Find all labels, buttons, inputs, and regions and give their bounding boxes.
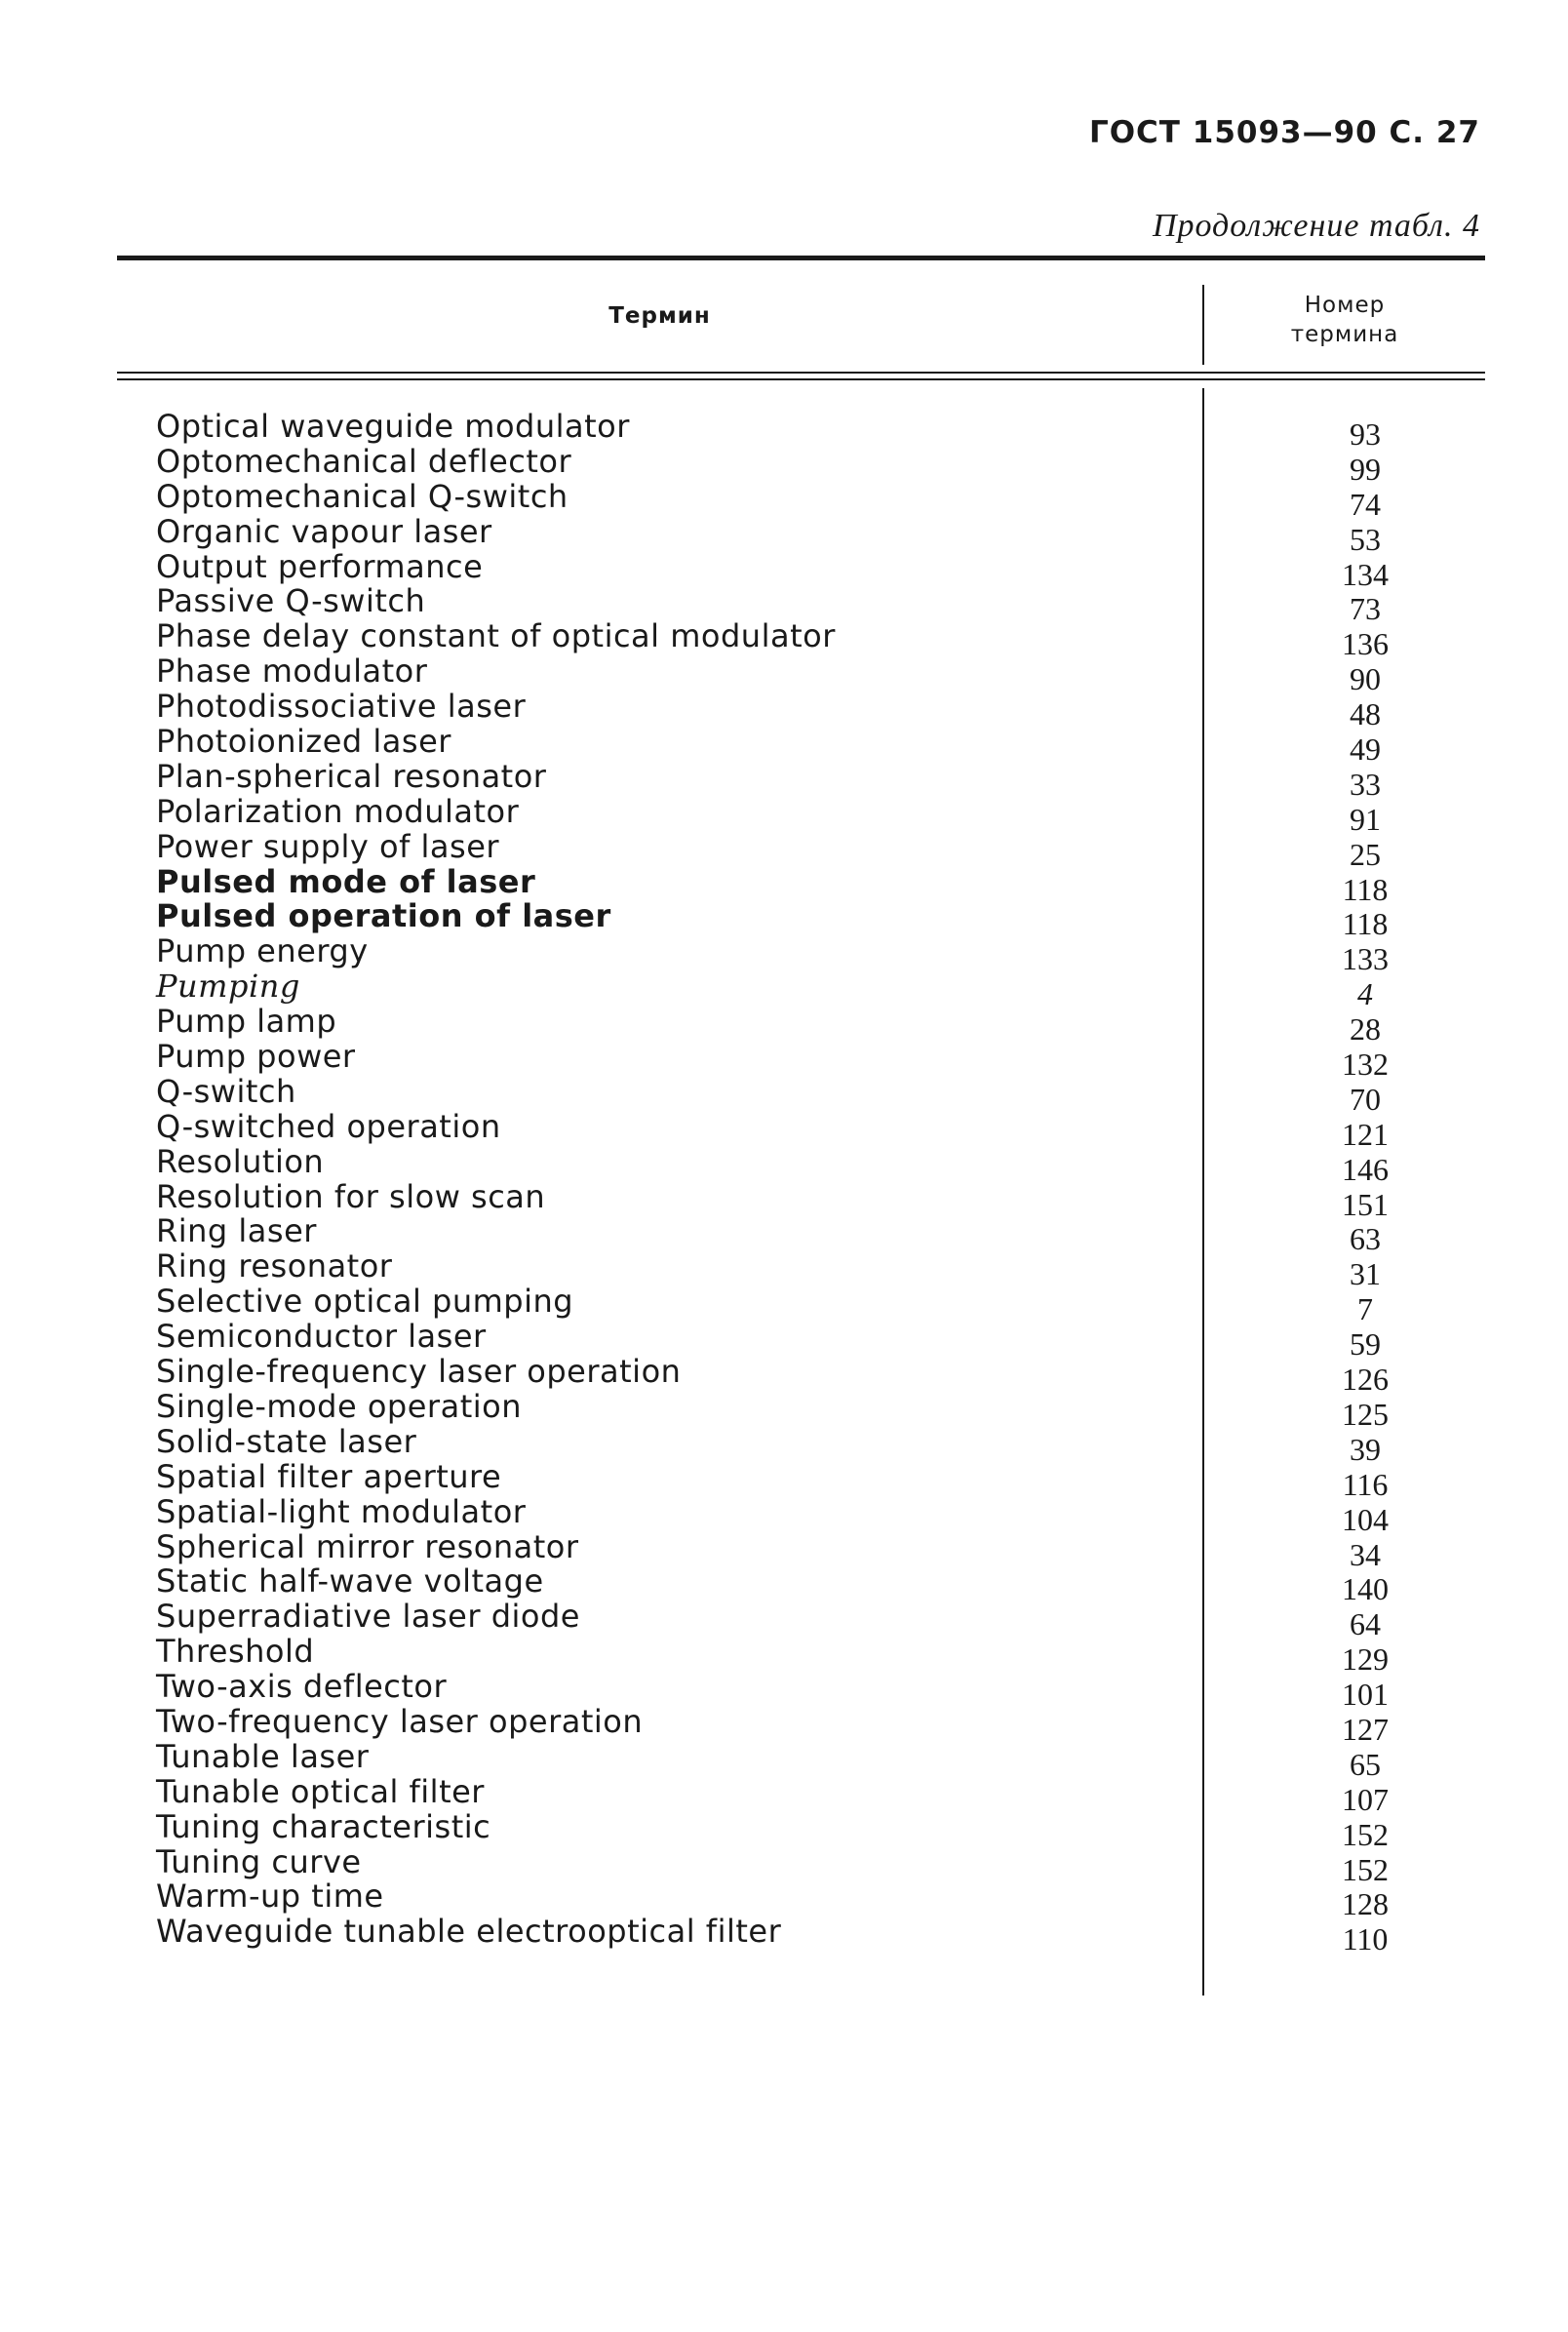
term-number: 128 bbox=[1342, 1886, 1389, 1922]
term-row: Pulsed mode of laser bbox=[156, 862, 536, 900]
header-bottom-rule-double bbox=[117, 378, 1485, 380]
term-number: 104 bbox=[1342, 1501, 1389, 1537]
term-number: 126 bbox=[1342, 1362, 1389, 1398]
term-number: 116 bbox=[1342, 1466, 1389, 1502]
term-row: Optical waveguide modulator bbox=[156, 408, 630, 445]
column-header-term: Термин bbox=[608, 303, 711, 329]
term-number: 152 bbox=[1342, 1816, 1389, 1852]
term-number: 101 bbox=[1342, 1677, 1389, 1713]
table-continuation-label: Продолжение табл. 4 bbox=[1152, 208, 1480, 244]
term-number: 99 bbox=[1350, 451, 1381, 487]
term-row: Warm-up time bbox=[156, 1877, 384, 1916]
term-number: 125 bbox=[1342, 1396, 1389, 1432]
term-list bbox=[156, 410, 1190, 1950]
term-number: 110 bbox=[1342, 1921, 1389, 1957]
term-row: Tuning characteristic bbox=[156, 1807, 491, 1845]
term-number: 93 bbox=[1350, 416, 1381, 452]
term-row: Two-axis deflector bbox=[156, 1668, 448, 1706]
term-number: 70 bbox=[1350, 1081, 1381, 1117]
term-row: Polarization modulator bbox=[156, 792, 520, 830]
column-header-number bbox=[1204, 291, 1485, 349]
term-row: Waveguide tunable electrooptical filter bbox=[156, 1913, 782, 1951]
term-number: 48 bbox=[1350, 696, 1381, 732]
term-number: 118 bbox=[1342, 871, 1389, 907]
term-number: 28 bbox=[1350, 1011, 1381, 1047]
term-row: Resolution for slow scan bbox=[156, 1177, 546, 1215]
term-number: 59 bbox=[1350, 1326, 1381, 1363]
term-row: Selective optical pumping bbox=[156, 1283, 574, 1321]
term-row: Threshold bbox=[156, 1633, 315, 1671]
term-number: 129 bbox=[1342, 1641, 1389, 1678]
term-number: 4 bbox=[1357, 976, 1373, 1012]
term-row: Pump lamp bbox=[156, 1003, 337, 1041]
term-row: Semiconductor laser bbox=[156, 1318, 487, 1356]
term-number: 7 bbox=[1357, 1291, 1373, 1327]
term-row: Solid-state laser bbox=[156, 1422, 417, 1460]
term-number: 132 bbox=[1342, 1047, 1389, 1083]
standard-reference: ГОСТ 15093—90 С. 27 bbox=[1088, 115, 1480, 150]
column-header-number-line2: термина bbox=[1290, 322, 1399, 347]
table-top-rule bbox=[117, 256, 1485, 260]
header-bottom-rule bbox=[117, 372, 1485, 374]
term-number: 152 bbox=[1342, 1851, 1389, 1887]
term-number: 39 bbox=[1350, 1431, 1381, 1467]
term-row: Passive Q-switch bbox=[156, 582, 426, 620]
term-number: 33 bbox=[1350, 766, 1381, 802]
term-row: Output performance bbox=[156, 547, 484, 585]
term-number: 121 bbox=[1342, 1116, 1389, 1152]
term-row: Two-frequency laser operation bbox=[156, 1702, 644, 1740]
term-row: Spatial filter aperture bbox=[156, 1457, 502, 1495]
term-number: 64 bbox=[1350, 1606, 1381, 1642]
term-row: Photodissociative laser bbox=[156, 688, 527, 726]
term-row: Resolution bbox=[156, 1142, 325, 1180]
term-number: 90 bbox=[1350, 661, 1381, 697]
term-number: 34 bbox=[1350, 1536, 1381, 1572]
body-column-divider bbox=[1202, 388, 1204, 1996]
term-row: Single-frequency laser operation bbox=[156, 1353, 682, 1391]
term-number: 65 bbox=[1350, 1746, 1381, 1782]
term-number: 63 bbox=[1350, 1221, 1381, 1257]
term-number: 146 bbox=[1342, 1151, 1389, 1187]
term-row: Tuning curve bbox=[156, 1842, 362, 1880]
term-row: Tunable laser bbox=[156, 1737, 370, 1775]
term-number: 49 bbox=[1350, 731, 1381, 768]
term-row: Pump power bbox=[156, 1038, 356, 1076]
term-row: Spatial-light modulator bbox=[156, 1492, 527, 1530]
term-number: 91 bbox=[1350, 801, 1381, 837]
term-row: Spherical mirror resonator bbox=[156, 1527, 579, 1565]
term-number: 134 bbox=[1342, 556, 1389, 592]
term-row: Optomechanical deflector bbox=[156, 442, 572, 480]
column-header-number-line1: Номер bbox=[1304, 293, 1386, 318]
term-row: Q-switched operation bbox=[156, 1107, 501, 1145]
term-number: 140 bbox=[1342, 1571, 1389, 1607]
term-row: Q-switch bbox=[156, 1072, 296, 1110]
term-number-list bbox=[1268, 417, 1463, 1957]
term-number: 74 bbox=[1350, 486, 1381, 522]
term-row: Photoionized laser bbox=[156, 723, 451, 761]
term-row: Static half-wave voltage bbox=[156, 1562, 544, 1601]
term-number: 25 bbox=[1350, 836, 1381, 872]
term-row: Pulsed operation of laser bbox=[156, 897, 611, 935]
term-number: 31 bbox=[1350, 1256, 1381, 1292]
term-row: Pumping bbox=[156, 968, 300, 1006]
term-row: Phase modulator bbox=[156, 652, 428, 691]
term-number: 73 bbox=[1350, 591, 1381, 627]
term-number: 136 bbox=[1342, 626, 1389, 662]
term-row: Superradiative laser diode bbox=[156, 1598, 580, 1636]
term-number: 107 bbox=[1342, 1781, 1389, 1817]
term-row: Phase delay constant of optical modulator bbox=[156, 617, 836, 655]
term-row: Single-mode operation bbox=[156, 1387, 522, 1425]
term-row: Pump energy bbox=[156, 932, 369, 970]
term-number: 118 bbox=[1342, 906, 1389, 942]
term-row: Optomechanical Q-switch bbox=[156, 477, 568, 515]
term-row: Organic vapour laser bbox=[156, 512, 492, 550]
term-number: 133 bbox=[1342, 941, 1389, 977]
term-row: Tunable optical filter bbox=[156, 1772, 485, 1810]
term-row: Plan-spherical resonator bbox=[156, 757, 547, 795]
term-number: 127 bbox=[1342, 1711, 1389, 1747]
term-row: Ring resonator bbox=[156, 1247, 393, 1285]
term-row: Power supply of laser bbox=[156, 827, 500, 865]
term-row: Ring laser bbox=[156, 1212, 317, 1250]
term-number: 151 bbox=[1342, 1186, 1389, 1222]
term-number: 53 bbox=[1350, 521, 1381, 557]
